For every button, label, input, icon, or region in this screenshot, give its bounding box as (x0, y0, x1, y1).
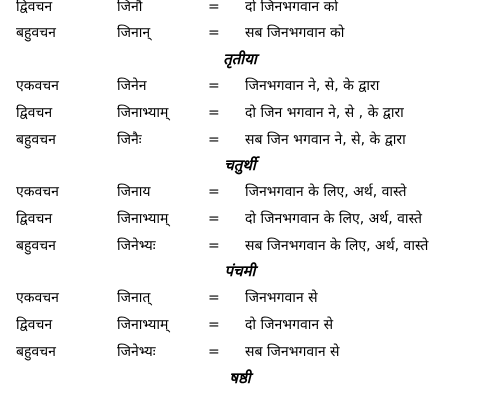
row-equals-sign: = (208, 238, 220, 254)
declension-row (0, 101, 480, 125)
declension-row (0, 21, 480, 45)
row-number-label: बहुवचन (16, 238, 56, 254)
row-meaning: जिनभगवान से (245, 290, 318, 306)
row-word-form: जिनाभ्याम् (117, 105, 169, 121)
case-heading-shashthi: षष्ठी (229, 369, 251, 387)
row-meaning: सब जिनभगवान के लिए, अर्थ, वास्ते (245, 238, 429, 254)
row-equals-sign: = (208, 211, 220, 227)
declension-row (0, 0, 480, 19)
row-number-label: द्विवचन (16, 317, 53, 333)
case-heading-tritiya: तृतीया (223, 50, 257, 68)
row-meaning: दो जिन भगवान ने, से , के द्वारा (245, 105, 404, 121)
row-word-form: जिनेन (117, 78, 147, 94)
row-word-form: जिनैः (117, 132, 142, 148)
declension-row (0, 74, 480, 98)
row-meaning: सब जिनभगवान से (245, 344, 340, 360)
declension-row (0, 286, 480, 310)
row-number-label: बहुवचन (16, 25, 56, 41)
row-meaning: जिनभगवान के लिए, अर्थ, वास्ते (245, 184, 407, 200)
row-meaning: दो जिनभगवान के लिए, अर्थ, वास्ते (245, 211, 422, 227)
declension-row (0, 313, 480, 337)
row-equals-sign: = (208, 25, 220, 41)
row-number-label: बहुवचन (16, 344, 56, 360)
row-number-label: द्विवचन (16, 211, 53, 227)
declension-row (0, 180, 480, 204)
row-meaning: दो जिनभगवान को (245, 0, 339, 15)
row-meaning: दो जिनभगवान से (245, 317, 334, 333)
row-number-label: एकवचन (16, 78, 59, 94)
row-word-form: जिनान् (117, 25, 151, 41)
row-number-label: एकवचन (16, 184, 59, 200)
row-number-label: द्विवचन (16, 105, 53, 121)
row-equals-sign: = (208, 105, 220, 121)
row-number-label: द्विवचन (16, 0, 53, 15)
row-equals-sign: = (208, 344, 220, 360)
case-heading-chaturthi: चतुर्थी (224, 156, 256, 174)
row-number-label: बहुवचन (16, 132, 56, 148)
row-word-form: जिनात् (117, 290, 151, 306)
row-meaning: जिनभगवान ने, से, के द्वारा (245, 78, 380, 94)
row-equals-sign: = (208, 290, 220, 306)
row-equals-sign: = (208, 78, 220, 94)
row-number-label: एकवचन (16, 290, 59, 306)
row-word-form: जिनेभ्यः (117, 344, 156, 360)
row-meaning: सब जिनभगवान को (245, 25, 345, 41)
declension-row (0, 128, 480, 152)
row-equals-sign: = (208, 0, 220, 15)
row-word-form: जिनाभ्याम् (117, 211, 169, 227)
row-word-form: जिनेभ्यः (117, 238, 156, 254)
declension-row (0, 340, 480, 364)
row-word-form: जिनाय (117, 184, 151, 200)
row-equals-sign: = (208, 184, 220, 200)
row-equals-sign: = (208, 132, 220, 148)
row-equals-sign: = (208, 317, 220, 333)
row-word-form: जिनाभ्याम् (117, 317, 169, 333)
declension-row (0, 234, 480, 258)
case-heading-panchami: पंचमी (224, 262, 256, 280)
row-meaning: सब जिन भगवान ने, से, के द्वारा (245, 132, 406, 148)
row-word-form: जिनौ (117, 0, 143, 15)
declension-row (0, 207, 480, 231)
